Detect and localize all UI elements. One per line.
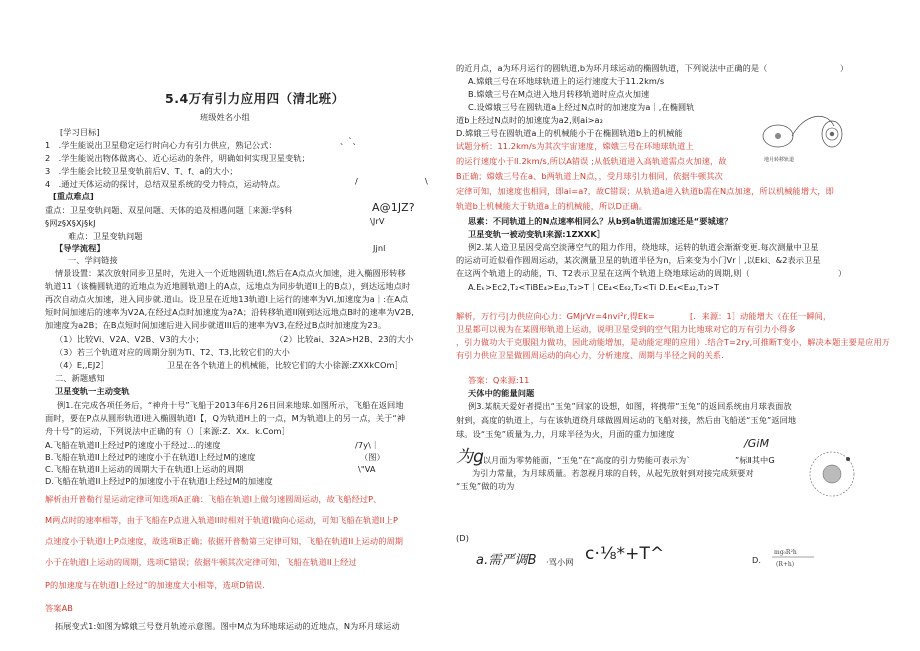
stray-mark: \ <box>425 176 428 186</box>
page-title: 5.4万有引力应用四（清北班） <box>165 91 345 106</box>
analysis-1-line: 小于在轨道I上运动的周期，选项C错误；依据牛顿其次定律可知，飞船在轨道II上经过 <box>45 557 357 567</box>
analysis-2-line: 试题分析：11.2km/s为其次宇宙速度，嫦娥三号在环地球轨道上 <box>456 141 694 151</box>
example-3-line: 球。设“玉兔”质量为,力，月球半径为火，月面的重力加速度 <box>456 429 675 439</box>
analysis-3-line: 卫星都可以视为在某圆形轨道上运动，说明卫星受到的空气阻力比地球对它的万有引力小得多 <box>456 324 796 334</box>
analysis-2-line: 轨道b上机械能大于轨道a上的机械能，所以D正确。 <box>456 201 647 211</box>
question-2: （2）比较ai、32A>H2B、23的大小 <box>275 334 414 344</box>
option-d-right: D. <box>752 555 762 565</box>
section-1-heading: 一、学问链接 <box>68 255 118 265</box>
study-goal-heading: [学习目标] <box>60 127 100 137</box>
topic-passive-orbit-change: 卫星变轨一被动变轨Ⅰ来源:1ZXXK］ <box>468 229 606 239</box>
formula-mid: ·骂小网 <box>546 557 574 567</box>
analysis-1-line: 点速度小于轨道I上P点速度，故选项B正确；依据开普勒第三定律可知，飞船在轨道II上运动的周期 <box>45 536 404 546</box>
goal-2: 2 .学生能说出物体做离心、近心运动的条件，明确如何实现卫星变轨； <box>45 153 310 163</box>
figure-mark: （图） <box>360 452 385 462</box>
example-1-line: 舟十号”的运动，下列说法中正确的有（）［来源:Z．Xx．k.Com］ <box>45 426 290 436</box>
variant-1: 拓展变式1:如图为嫦娥三号登月轨迹示意图。图中M点为环地球运动的近地点，N为环月球运动 <box>55 621 400 631</box>
key-line-1-right: A@1JZ? <box>372 201 415 214</box>
example-2-options: A.Eₖ>Ec2,T₂<TiBE₄>E₄₂,T₂>T｜CE₄<E₆₂,T₂<Ti D.E₄<E₄₂,T₂>T <box>468 282 720 292</box>
think-question: 思素：不同轨道上的N点速率相同么？从b到a轨道需加速还是“要城速？ <box>468 216 733 226</box>
figure-mark: \"VA <box>358 464 376 474</box>
spacecraft <box>846 457 850 461</box>
goal-3: 3 .学生能会比较卫星变轨前后V、T、f、a的大小； <box>45 166 238 176</box>
stray-mark: / <box>355 176 358 186</box>
key-line-1: 重点：卫星变轨问题、双星问题、天体的追及相遇问题［来源:学§科 <box>45 205 293 215</box>
figure-mark: /7y\｜ <box>355 440 380 450</box>
stray-mark: 、`、 <box>340 136 361 146</box>
option-a: A.嫦娥三号在环地球轨道上的运行速度大于11.2km/s <box>468 76 665 86</box>
process-right: Jjnl <box>373 243 386 253</box>
example-3-line-right: ”标Ⅱ其中G <box>735 455 775 465</box>
analysis-2-line: 定律可知，加速度也相同，即ai=a?，故C错误；从轨道a进入轨道b需在N点加速，所以机械能增大，即 <box>456 186 834 196</box>
example-1-line: 面时，要在P点从圆形轨道I进入椭圆轨道I【，Q为轨道H上的一点，M为轨道I上的另一点，关于“神 <box>45 413 406 423</box>
option-c: C.飞船在轨道II上运动的周期大于在轨道I上运动的周期 <box>45 464 244 474</box>
question-1: （1）比较Vi、V2A、V2B、V3的大小； <box>55 334 204 344</box>
analysis-3-line: [．来源：1］动能增大（在任一瞬间， <box>690 311 832 321</box>
topic-active-orbit-change: 卫星变轨一主动变轨 <box>55 386 130 396</box>
key-line-2: §网z§X§Xj§kJ <box>45 218 96 228</box>
formula-a: a.需严调B <box>476 553 537 568</box>
example-1-line: 例1.在完成各项任务后，“神舟十号”飞船于2013年6月26日回来地球.如图所示，飞船在返回地 <box>57 400 404 410</box>
topic-energy: 天体中的能量问题 <box>468 388 535 398</box>
example-3-line: ,以月面为零势能面，“玉兔”在“高度的引力势能可表示为` <box>480 455 691 465</box>
moon-orbit-figure <box>804 448 860 500</box>
right-top-paren: ） <box>840 63 849 73</box>
option-d-label: (D) <box>456 533 469 543</box>
analysis-2-line: 的运行速度小于ll.2km/s,所以A错误 ;从低轨道进入高轨道需点火加速，故 <box>456 156 727 166</box>
example-3-line: 为引力常量，为月球质量。若忽视月球的自转，从起先放射到对接完成须要对 <box>472 468 754 478</box>
analysis-3-line: 有引力供应卫星做圆周运动的向心力，分析速度、周期与半径之间的关系. <box>456 350 724 360</box>
formula-big: c·⅛*+T^ <box>585 544 665 564</box>
svg-text:mg₀R²h: mg₀R²h <box>774 549 797 556</box>
moon <box>830 132 834 136</box>
example-3-line: “玉兔”做的功为 <box>456 481 515 491</box>
transfer-orbit <box>792 116 834 136</box>
para-line: 轨道11（该椭圆轨道的近地点为近地圆轨道I上的A点，远地点为同步轨道II上的B点），到达远地点时 <box>45 281 411 291</box>
goal-1: 1 .学生能说出卫星稳定运行时向心力有引力供应，熟记公式： <box>45 140 277 150</box>
para-line: 情景设置：某次放射同步卫星时，先进入一个近地圆轨道I,然后在A点点火加速，进入椭圆形转移 <box>55 268 406 278</box>
example-2-line: 例2.某人造卫星因受高空淡薄空气的阻力作用，绕地球，运转的轨道会渐渐变更.每次测量中卫星 <box>468 242 819 252</box>
analysis-1-line: 解析由开普勒行星运动定律可知选项A正确：飞船在轨道I上做匀速圆周运动，故飞船经过P、 <box>45 494 382 504</box>
gim-formula: /GiM <box>744 437 770 450</box>
example-3-big-text: 为g <box>456 447 484 467</box>
analysis-3-line: ，引力做功大于克服阻力做功，因此动能增加，是动能定理的应用）.结合T=2ry,可推断T变小，解决本题主要是应用万 <box>456 337 891 347</box>
process-heading: 【导学流程】 <box>55 243 105 253</box>
option-d: D.嫦娥三号在圆轨道a上的机械能小于在椭圆轨道b上的机械能 <box>456 128 683 138</box>
option-d: D.飞船在轨道II上经过P的加速度小于在轨道I上经过M的加速度 <box>45 476 273 486</box>
section-2-heading: 二、新题感知 <box>55 373 105 383</box>
option-b: B.嫦娥三号在M点进入地月转移轨道时应点火加速 <box>468 89 650 99</box>
analysis-2-line: B正确；嫦娥三号在a、b两轨道上N点，，受月球引力相同，依据牛顿其次 <box>456 171 723 181</box>
right-top-line: 的近月点，a为环月运行的圆轨道,b为环月球运动的椭圆轨道，下列说法中正确的是（ <box>456 63 768 73</box>
key-line-2-right: \JrV <box>370 216 385 226</box>
example-2-line: 的运动可近似看作圆周运动，某次测量卫星的轨道半径为n，后来变为小门Vr｜,以Eki、&2表示卫星 <box>456 255 821 265</box>
analysis-3-line: 解析，万行弓|力供应向心力：GMjrVr=4nvi²r,得Ek= <box>456 311 656 321</box>
transfer-orbit-figure <box>756 108 850 168</box>
option-a: A.飞船在轨道II上经过P的速度小于经过...的速度 <box>45 440 221 450</box>
para-line: 短时间加速后的速率为V2A,在经过A点时加速度为a?A；沿转移轨道II刚到达远地点B时的速率为V2B, <box>45 307 414 317</box>
moon <box>823 465 841 483</box>
key-line-3: 难点：卫星变轨问题 <box>68 231 143 241</box>
option-c-cont: 道b上经过N点时的加速度为a2,则ai>a₂ <box>456 115 604 125</box>
para-line: 加速度为a2B；在B点短时间加速后进入同步就道III后的速率为V3,在经过B点时加速度为23。 <box>45 320 387 330</box>
earth <box>775 133 781 139</box>
question-4-right: 卫星在各个轨道上的机械能，比较它们的大小徐源:ZXXkCOm］ <box>167 360 403 370</box>
question-3: （3）若三个轨道对应的周期分别为Ti、T2、T3,比较它们的大小 <box>55 347 290 357</box>
option-d-formula <box>768 545 818 571</box>
analysis-1-line: M两点时的速率相等，由于飞船在P点进入轨道II时相对于轨道I做向心运动，可知飞船在轨道II上P <box>45 515 399 525</box>
example-3-line: 例3.某航天爱好者提出“玉兔”回家的设想，如图，将携带“玉兔”的返回系统由月球表面放 <box>468 401 792 411</box>
para-line: 再次自动点火加速，进入同步就.道山。设卫星在近地13轨道I上运行的速率为Vi,加速度为a｜:在A点 <box>45 294 409 304</box>
example-2-line: 在这两个轨道上的动能，Ti、T2表示卫星在这两个轨道上绕地球运动的周期,则（ <box>456 268 750 278</box>
example-3-line: 射到，高度的轨道上，与在该轨道绕月球做圆周运动的飞船对接，然后由飞船送“玉兔”返回地 <box>456 415 797 425</box>
answer-2: 答案：Q来源:11 <box>468 375 530 385</box>
answer-1: 答案AB <box>45 603 73 613</box>
svg-text:(R+h): (R+h) <box>776 561 795 568</box>
question-4: （4）E,,EJ2］ <box>55 360 109 370</box>
key-heading: [重点难点] <box>53 191 94 201</box>
example-2-paren: ） <box>838 268 847 278</box>
figure-caption: 地月转移轨道 <box>764 157 795 163</box>
class-line: 班级姓名小组 <box>200 112 250 122</box>
analysis-1-line: P的加速度与在轨道I上经过”的加速度大小相等，选项D错误. <box>45 580 265 590</box>
option-b: B.飞船在轨道II上经过P的速度小于在轨道I上经过M的速度 <box>45 452 256 462</box>
option-c: C.设嫦娥三号在圆轨道a上经过N点时的加速度为a｜,在椭圆轨 <box>468 102 695 112</box>
goal-4: 4 .通过天体运动的探讨，总结双星系统的受力特点，运动特点。 <box>45 179 286 189</box>
